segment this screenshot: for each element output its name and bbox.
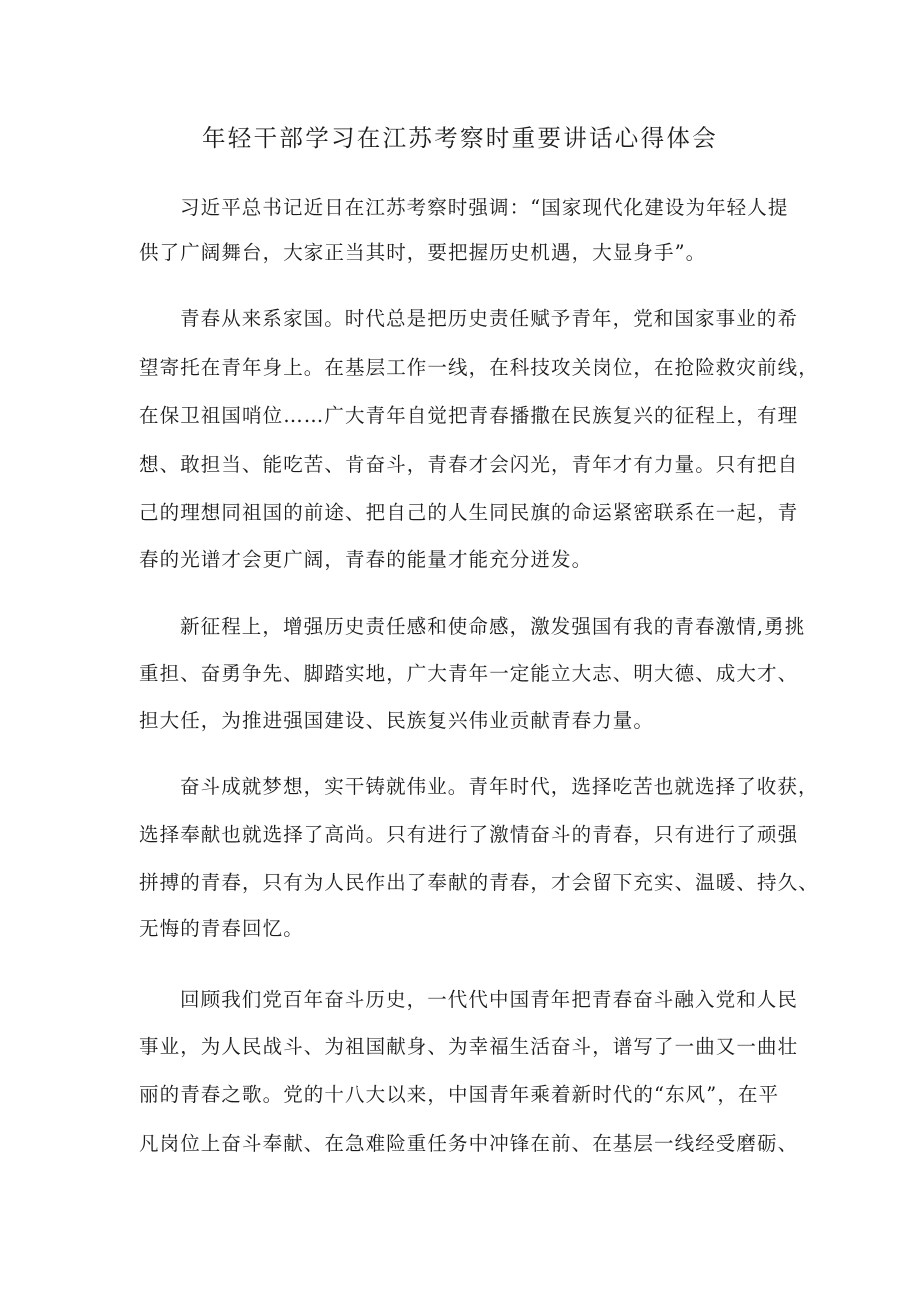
paragraph-5-line-2: 事业，为人民战斗、为祖国献身、为幸福生活奋斗，谱写了一曲又一曲壮 xyxy=(139,1035,799,1058)
paragraph-2-line-5: 己的理想同祖国的前途、把自己的人生同民旗的命运紧密联系在一起，青 xyxy=(139,501,799,524)
paragraph-3-line-2: 重担、奋勇争先、脚踏实地，广大青年一定能立大志、明大德、成大才、 xyxy=(139,662,799,685)
paragraph-1-line-2: 供了广阔舞台，大家正当其时，要把握历史机遇，大显身手”。 xyxy=(139,241,707,264)
paragraph-4-line-3: 拼搏的青春，只有为人民作出了奉献的青春，才会留下充实、温暖、持久、 xyxy=(139,871,819,894)
paragraph-5-line-1: 回顾我们党百年奋斗历史，一代代中国青年把青春奋斗融入党和人民 xyxy=(180,988,799,1011)
paragraph-5-line-4: 凡岗位上奋斗奉献、在急难险重任务中冲锋在前、在基层一线经受磨砺、 xyxy=(139,1132,799,1155)
paragraph-2-line-6: 春的光谱才会更广阔，青春的能量才能充分迸发。 xyxy=(139,548,593,571)
paragraph-1-line-1: 习近平总书记近日在江苏考察时强调：“国家现代化建设为年轻人提 xyxy=(180,196,789,219)
paragraph-2-line-1: 青春从来系家国。时代总是把历史责任赋予青年，党和国家事业的希 xyxy=(180,307,799,330)
paragraph-4-line-1: 奋斗成就梦想，实干铸就伟业。青年时代，选择吃苦也就选择了收获， xyxy=(180,775,819,798)
paragraph-4-line-2: 选择奉献也就选择了高尚。只有进行了激情奋斗的青春，只有进行了顽强 xyxy=(139,823,799,846)
paragraph-2-line-4: 想、敢担当、能吃苦、肯奋斗，青春才会闪光，青年才有力量。只有把自 xyxy=(139,453,799,476)
paragraph-2-line-3: 在保卫祖国哨位……广大青年自觉把青春播撒在民族复兴的征程上，有理 xyxy=(139,404,799,427)
document-title: 年轻干部学习在江苏考察时重要讲话心得体会 xyxy=(202,124,718,152)
paragraph-4-line-4: 无悔的青春回忆。 xyxy=(139,917,304,940)
paragraph-5-line-3: 丽的青春之歌。党的十八大以来，中国青年乘着新时代的“东风”，在平 xyxy=(139,1083,780,1106)
paragraph-3-line-3: 担大任，为推进强国建设、民族复兴伟业贡献青春力量。 xyxy=(139,709,655,732)
paragraph-2-line-2: 望寄托在青年身上。在基层工作一线，在科技攻关岗位，在抢险救灾前线， xyxy=(139,356,819,379)
paragraph-3-line-1: 新征程上，增强历史责任感和使命感，激发强国有我的青春激情,勇挑 xyxy=(180,615,806,638)
